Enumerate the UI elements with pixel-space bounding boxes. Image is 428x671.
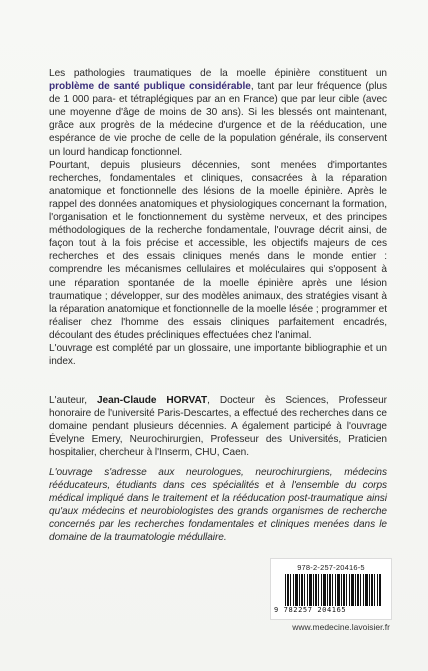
intro-text-2: , tant par leur fréquence (plus de 1 000 para- et tétraplégiques par an en France) que par leur cible (avec une moyenne d'âge de moins de 30 ans). Si les blessés ont maintenant, grâce aux progrès de la médecine d'urgence et de la rééducation, une espérance de vie proche de celle de la population générale, ils conservent un lourd handicap fonctionnel. [49,81,387,158]
author-name: Jean-Claude HORVAT [96,395,208,406]
audience-section [49,466,387,545]
barcode-icon [285,574,381,606]
intro-section [49,67,387,368]
isbn-label: 978-2-257-20416-5 [297,563,365,572]
barcode-digits: 9 782257 204165 [274,606,347,614]
intro-text-1: Les pathologies traumatiques de la moelle épinière constituent un [49,68,387,79]
intro-paragraph-3: L'ouvrage est complété par un glossaire, une importante bibliographie et un index. [49,342,387,368]
intro-highlight: problème de santé publique considérable [49,81,251,93]
intro-paragraph-2: Pourtant, depuis plusieurs décennies, sont menées d'importantes recherches, fondamentales et cliniques, consacrées à la réparation anatomique et fonctionnelle des lésions de la moelle épinière. Après le rappel des données anatomiques et physiologiques concernant la formation, l'organisation et le fonctionnement du système nerveux, et des principes méthodologiques de la recherche fondamentale, l'ouvrage décrit ainsi, de façon tout à la fois précise et accessible, les objectifs majeurs de ces recherches et des essais cliniques menés dans le monde entier : comprendre les mécanismes cellulaires et moléculaires qui s'opposent à une réparation spontanée de la moelle épinière après une lésion traumatique ; développer, sur des modèles animaux, des stratégies visant à la réparation anatomique et fonctionnelle de la moelle lésée ; programmer et réaliser chez l'homme des essais cliniques parfaitement encadrés, découlant des études précliniques effectuées chez l'animal. [49,159,387,341]
audience-paragraph: L'ouvrage s'adresse aux neurologues, neurochirurgiens, médecins rééducateurs, étudiants dans ces spécialités et à l'ensemble du corps médical impliqué dans le traitement et la rééducation post-traumatique ainsi qu'aux médecins et neurobiologistes des grands organismes de recherche concernés par les recherches fondamentales et cliniques menées dans le domaine de la traumatologie médullaire. [49,467,387,544]
intro-paragraph-1 [49,67,387,159]
author-text-2: , Docteur ès Sciences, Professeur honoraire de l'université Paris-Descartes, a effectué des recherches dans ce domaine pendant plusieurs décennies. A également participé à l'ouvrage Évelyne Emery, Neurochirurgien, Professeur des Universités, Praticien hospitalier, chercheur à l'Inserm, CHU, Caen. [49,395,387,459]
barcode-box [270,558,392,620]
author-paragraph [49,394,387,459]
publisher-website: www.medecine.lavoisier.fr [292,622,390,632]
author-text-1: L'auteur, [49,395,97,406]
author-section [49,394,387,459]
